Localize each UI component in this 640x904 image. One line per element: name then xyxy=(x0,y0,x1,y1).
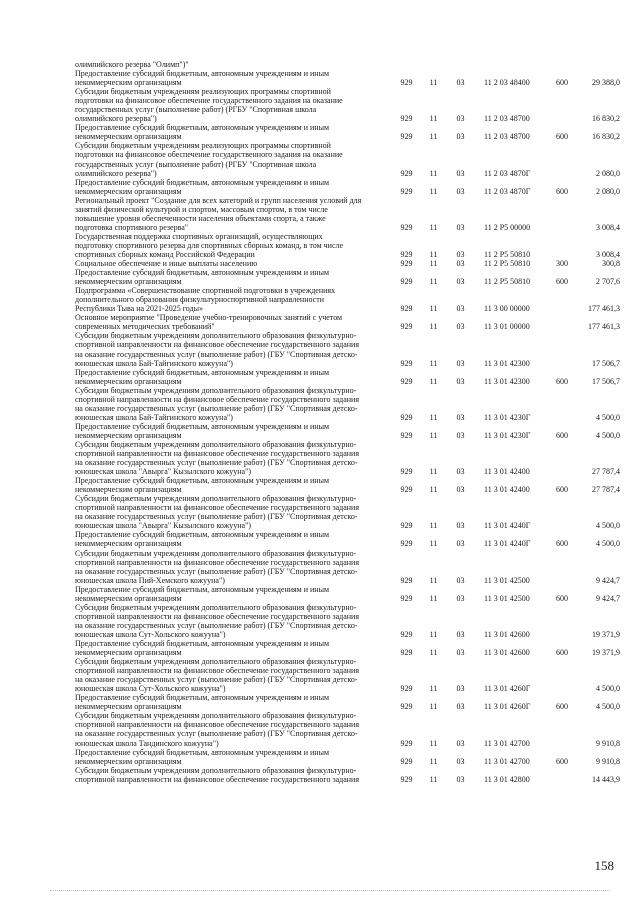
target-article-cell: 11 3 01 42300 xyxy=(484,376,530,386)
amount-cell: 14 443,9 xyxy=(592,774,620,784)
amount-cell: 4 500,0 xyxy=(596,430,620,440)
table-row xyxy=(75,693,620,711)
expense-type-cell: 600 xyxy=(556,593,568,603)
section-code-cell: 11 xyxy=(429,485,438,495)
target-article-cell: 11 3 01 4260Г xyxy=(484,684,531,694)
amount-cell: 27 787,4 xyxy=(592,467,620,477)
description-line: некоммерческим организациям xyxy=(75,78,182,88)
expense-type-cell: 600 xyxy=(556,648,568,658)
description-line: Подпрограмма «Совершенствование спортивной подготовки в учреждениях xyxy=(75,286,336,296)
table-row xyxy=(75,313,620,331)
subsection-code-cell: 03 xyxy=(456,358,465,368)
table-row xyxy=(75,748,620,766)
admin-code-cell: 929 xyxy=(400,249,413,259)
target-article-cell: 11 2 P5 00000 xyxy=(484,222,531,232)
description-line: юношеская школа Бай-Тайгинского кожууна") xyxy=(75,358,233,368)
target-article-cell: 11 2 03 48700 xyxy=(484,114,530,124)
row-description xyxy=(75,603,393,639)
table-row xyxy=(75,711,620,747)
subsection-code-cell: 03 xyxy=(456,593,465,603)
admin-code-cell: 929 xyxy=(400,358,413,368)
description-line: некоммерческим организациям xyxy=(75,702,182,712)
description-line: на оказание государственных услуг (выполнение работ) (ГБУ "Спортивная детско- xyxy=(75,675,358,685)
table-row xyxy=(75,87,620,123)
description-line: на оказание государственных услуг (выполнение работ) (ГБУ "Спортивная детско- xyxy=(75,403,358,413)
amount-cell: 2 080,0 xyxy=(596,186,620,196)
target-article-cell: 11 2 03 48700 xyxy=(484,132,530,142)
subsection-code-cell: 03 xyxy=(456,78,465,88)
expense-type-cell: 600 xyxy=(556,756,568,766)
subsection-code-cell: 03 xyxy=(456,738,465,748)
admin-code-cell: 929 xyxy=(400,648,413,658)
description-line: на оказание государственных услуг (выполнение работ) (ГБУ "Спортивная детско- xyxy=(75,620,358,630)
description-line: некоммерческим организациям xyxy=(75,186,182,196)
description-line: Субсидии бюджетным учреждениям дополнительного образования физкультурно- xyxy=(75,439,357,449)
row-description xyxy=(75,386,393,422)
admin-code-cell: 929 xyxy=(400,467,413,477)
description-line: юношеская школа "Авырга" Кызылского кожууна") xyxy=(75,467,252,477)
table-row xyxy=(75,603,620,639)
description-line: дополнительного образования физкультурноспортивной направленности xyxy=(75,295,325,305)
description-line: на оказание государственных услуг (выполнение работ) (ГБУ "Спортивная детско- xyxy=(75,349,358,359)
section-code-cell: 11 xyxy=(429,774,438,784)
target-article-cell: 11 2 03 4870Г xyxy=(484,168,531,178)
description-line: некоммерческим организациям xyxy=(75,539,182,549)
admin-code-cell: 929 xyxy=(400,259,413,269)
description-line: олимпийского резерва "Олимп")" xyxy=(75,60,189,69)
description-line: спортивной направленности на финансовое обеспечение государственного задания xyxy=(75,720,360,730)
row-description xyxy=(75,476,393,494)
admin-code-cell: 929 xyxy=(400,575,413,585)
table-row xyxy=(75,232,620,259)
table-row xyxy=(75,196,620,232)
section-code-cell: 11 xyxy=(429,358,438,368)
subsection-code-cell: 03 xyxy=(456,539,465,549)
subsection-code-cell: 03 xyxy=(456,756,465,766)
row-description xyxy=(75,313,393,331)
amount-cell: 4 500,0 xyxy=(596,521,620,531)
table-row xyxy=(75,585,620,603)
section-code-cell: 11 xyxy=(429,304,438,314)
amount-cell: 2 080,0 xyxy=(596,168,620,178)
section-code-cell: 11 xyxy=(429,259,438,269)
description-line: юношеская школа Тандинского кожууна") xyxy=(75,738,219,748)
target-article-cell: 11 2 P5 50810 xyxy=(484,259,531,269)
section-code-cell: 11 xyxy=(429,114,438,124)
admin-code-cell: 929 xyxy=(400,412,413,422)
target-article-cell: 11 2 P5 50810 xyxy=(484,249,531,259)
subsection-code-cell: 03 xyxy=(456,186,465,196)
admin-code-cell: 929 xyxy=(400,702,413,712)
target-article-cell: 11 3 01 4230Г xyxy=(484,412,531,422)
amount-cell: 9 910,8 xyxy=(596,738,620,748)
admin-code-cell: 929 xyxy=(400,539,413,549)
amount-cell: 9 424,7 xyxy=(596,593,620,603)
description-line: Субсидии бюджетным учреждениям дополнительного образования физкультурно- xyxy=(75,548,357,558)
section-code-cell: 11 xyxy=(429,412,438,422)
expense-type-cell: 600 xyxy=(556,430,568,440)
description-line: юношеская школа Сут-Хольского кожууна") xyxy=(75,629,226,639)
description-line: Предоставление субсидий бюджетным, автономным учреждениям и иным xyxy=(75,123,330,133)
admin-code-cell: 929 xyxy=(400,114,413,124)
expense-type-cell: 600 xyxy=(556,702,568,712)
amount-cell: 4 500,0 xyxy=(596,412,620,422)
description-line: Государственная поддержка спортивных организаций, осуществляющих xyxy=(75,231,323,241)
admin-code-cell: 929 xyxy=(400,186,413,196)
target-article-cell: 11 3 01 42700 xyxy=(484,756,530,766)
section-code-cell: 11 xyxy=(429,756,438,766)
amount-cell: 9 424,7 xyxy=(596,575,620,585)
row-description xyxy=(75,766,393,784)
description-line: повышение уровня обеспеченности населения объектами спорта, а также xyxy=(75,213,326,223)
row-description xyxy=(75,549,393,585)
description-line: Предоставление субсидий бюджетным, автономным учреждениям и иным xyxy=(75,530,330,540)
table-row xyxy=(75,286,620,313)
table-row xyxy=(75,268,620,286)
subsection-code-cell: 03 xyxy=(456,485,465,495)
amount-cell: 9 910,8 xyxy=(596,756,620,766)
table-row xyxy=(75,368,620,386)
description-line: Субсидии бюджетным учреждениям дополнительного образования физкультурно- xyxy=(75,494,357,504)
amount-cell: 16 830,2 xyxy=(592,132,620,142)
table-row xyxy=(75,259,620,268)
row-description xyxy=(75,368,393,386)
table-row xyxy=(75,178,620,196)
description-line: Субсидии бюджетным учреждениям дополнительного образования физкультурно- xyxy=(75,385,357,395)
amount-cell: 19 371,9 xyxy=(592,648,620,658)
description-line: Основное мероприятие "Проведение учебно-тренировочных занятий с учетом xyxy=(75,313,343,323)
admin-code-cell: 929 xyxy=(400,168,413,178)
row-description xyxy=(75,178,393,196)
target-article-cell: 11 3 01 42500 xyxy=(484,593,530,603)
admin-code-cell: 929 xyxy=(400,774,413,784)
target-article-cell: 11 3 01 42700 xyxy=(484,738,530,748)
description-line: спортивной направленности на финансовое обеспечение государственного задания xyxy=(75,557,360,567)
description-line: Предоставление субсидий бюджетным, автономным учреждениям и иным xyxy=(75,367,330,377)
description-line: подготовку спортивного резерва для спортивных сборных команд, в том числе xyxy=(75,240,344,250)
section-code-cell: 11 xyxy=(429,738,438,748)
description-line: спортивной направленности на финансовое обеспечение государственного задания xyxy=(75,340,360,350)
description-line: Предоставление субсидий бюджетным, автономным учреждениям и иным xyxy=(75,747,330,757)
target-article-cell: 11 3 01 42800 xyxy=(484,774,530,784)
expense-type-cell: 600 xyxy=(556,376,568,386)
row-description xyxy=(75,268,393,286)
section-code-cell: 11 xyxy=(429,186,438,196)
target-article-cell: 11 3 01 42400 xyxy=(484,467,530,477)
table-row xyxy=(75,141,620,177)
amount-cell: 3 008,4 xyxy=(596,249,620,259)
row-description xyxy=(75,141,393,177)
row-description xyxy=(75,494,393,530)
description-line: Предоставление субсидий бюджетным, автономным учреждениям и иным xyxy=(75,177,330,187)
section-code-cell: 11 xyxy=(429,132,438,142)
target-article-cell: 11 3 01 42500 xyxy=(484,575,530,585)
table-row xyxy=(75,331,620,367)
row-description xyxy=(75,748,393,766)
description-line: Региональный проект "Создание для всех категорий и групп населения условий для xyxy=(75,195,362,205)
subsection-code-cell: 03 xyxy=(456,277,465,287)
table-row xyxy=(75,494,620,530)
description-line: некоммерческим организациям xyxy=(75,376,182,386)
subsection-code-cell: 03 xyxy=(456,304,465,314)
row-description xyxy=(75,60,393,69)
target-article-cell: 11 3 01 42600 xyxy=(484,648,530,658)
description-line: Субсидии бюджетным учреждениям реализующих программы спортивной xyxy=(75,141,331,151)
description-line: государственных услуг (выполнение работ) (РГБУ "Спортивная школа xyxy=(75,159,317,169)
description-line: юношеская школа Сут-Хольского кожууна") xyxy=(75,684,226,694)
section-code-cell: 11 xyxy=(429,376,438,386)
target-article-cell: 11 3 01 42300 xyxy=(484,358,530,368)
subsection-code-cell: 03 xyxy=(456,774,465,784)
description-line: Предоставление субсидий бюджетным, автономным учреждениям и иным xyxy=(75,639,330,648)
table-row xyxy=(75,476,620,494)
description-line: на оказание государственных услуг (выполнение работ) (ГБУ "Спортивная детско- xyxy=(75,729,358,739)
table-row xyxy=(75,657,620,693)
description-line: Субсидии бюджетным учреждениям дополнительного образования физкультурно- xyxy=(75,602,357,612)
row-description xyxy=(75,657,393,693)
description-line: некоммерческим организациям xyxy=(75,593,182,603)
amount-cell: 27 787,4 xyxy=(592,485,620,495)
description-line: Предоставление субсидий бюджетным, автономным учреждениям и иным xyxy=(75,476,330,486)
admin-code-cell: 929 xyxy=(400,430,413,440)
row-description xyxy=(75,69,393,87)
row-description xyxy=(75,259,393,268)
table-row xyxy=(75,530,620,548)
subsection-code-cell: 03 xyxy=(456,648,465,658)
row-description xyxy=(75,585,393,603)
description-line: Субсидии бюджетным учреждениям реализующих программы спортивной xyxy=(75,87,331,97)
table-row xyxy=(75,386,620,422)
admin-code-cell: 929 xyxy=(400,222,413,232)
description-line: некоммерческим организациям xyxy=(75,132,182,142)
description-line: занятий физической культурой и спортом, массовым спортом, в том числе xyxy=(75,204,328,214)
description-line: Субсидии бюджетным учреждениям дополнительного образования физкультурно- xyxy=(75,711,357,721)
section-code-cell: 11 xyxy=(429,277,438,287)
section-code-cell: 11 xyxy=(429,168,438,178)
page-number: 158 xyxy=(594,858,614,873)
admin-code-cell: 929 xyxy=(400,78,413,88)
subsection-code-cell: 03 xyxy=(456,322,465,332)
description-line: спортивной направленности на финансовое обеспечение государственного задания xyxy=(75,611,360,621)
description-line: некоммерческим организациям xyxy=(75,430,182,440)
target-article-cell: 11 3 01 4230Г xyxy=(484,430,531,440)
description-line: подготовка спортивного резерва" xyxy=(75,222,189,232)
amount-cell: 300,8 xyxy=(602,259,620,269)
table-row xyxy=(75,422,620,440)
table-row xyxy=(75,549,620,585)
description-line: юношеская школа Бай-Тайгинского кожууна") xyxy=(75,412,233,422)
row-description xyxy=(75,422,393,440)
amount-cell: 177 461,3 xyxy=(588,322,620,332)
amount-cell: 17 506,7 xyxy=(592,376,620,386)
description-line: Предоставление субсидий бюджетным, автономным учреждениям и иным xyxy=(75,69,330,79)
description-line: олимпийского резерва") xyxy=(75,168,157,178)
row-description xyxy=(75,232,393,259)
table-row xyxy=(75,123,620,141)
description-line: спортивной направленности на финансовое обеспечение государственного задания xyxy=(75,503,360,513)
subsection-code-cell: 03 xyxy=(456,702,465,712)
amount-cell: 3 008,4 xyxy=(596,222,620,232)
row-description xyxy=(75,693,393,711)
amount-cell: 4 500,0 xyxy=(596,539,620,549)
section-code-cell: 11 xyxy=(429,539,438,549)
section-code-cell: 11 xyxy=(429,322,438,332)
row-description xyxy=(75,530,393,548)
description-line: Социальное обеспечение и иные выплаты населению xyxy=(75,259,258,269)
subsection-code-cell: 03 xyxy=(456,114,465,124)
section-code-cell: 11 xyxy=(429,249,438,259)
section-code-cell: 11 xyxy=(429,648,438,658)
description-line: некоммерческим организациям xyxy=(75,485,182,495)
admin-code-cell: 929 xyxy=(400,756,413,766)
target-article-cell: 11 2 03 48400 xyxy=(484,78,530,88)
row-description xyxy=(75,123,393,141)
expense-type-cell: 600 xyxy=(556,132,568,142)
admin-code-cell: 929 xyxy=(400,322,413,332)
subsection-code-cell: 03 xyxy=(456,168,465,178)
description-line: некоммерческим организациям xyxy=(75,648,182,658)
section-code-cell: 11 xyxy=(429,629,438,639)
row-description xyxy=(75,87,393,123)
amount-cell: 2 707,6 xyxy=(596,277,620,287)
expense-type-cell: 600 xyxy=(556,186,568,196)
description-line: подготовки на финансовое обеспечение государственного задания на оказание xyxy=(75,96,343,106)
subsection-code-cell: 03 xyxy=(456,259,465,269)
target-article-cell: 11 3 01 4240Г xyxy=(484,539,531,549)
description-line: спортивной направленности на финансовое обеспечение государственного задания xyxy=(75,394,360,404)
description-line: юношеская школа "Авырга" Кызылского кожууна") xyxy=(75,521,252,531)
description-line: на оказание государственных услуг (выполнение работ) (ГБУ "Спортивная детско- xyxy=(75,512,358,522)
section-code-cell: 11 xyxy=(429,521,438,531)
description-line: юношеская школа Пий-Хемского кожууна") xyxy=(75,575,225,585)
subsection-code-cell: 03 xyxy=(456,249,465,259)
subsection-code-cell: 03 xyxy=(456,575,465,585)
amount-cell: 177 461,3 xyxy=(588,304,620,314)
description-line: спортивной направленности на финансовое обеспечение государственного задания xyxy=(75,449,360,459)
subsection-code-cell: 03 xyxy=(456,222,465,232)
target-article-cell: 11 3 01 4260Г xyxy=(484,702,531,712)
target-article-cell: 11 3 01 42400 xyxy=(484,485,530,495)
target-article-cell: 11 3 01 42600 xyxy=(484,629,530,639)
subsection-code-cell: 03 xyxy=(456,467,465,477)
subsection-code-cell: 03 xyxy=(456,132,465,142)
section-code-cell: 11 xyxy=(429,78,438,88)
expense-type-cell: 600 xyxy=(556,485,568,495)
section-code-cell: 11 xyxy=(429,593,438,603)
row-description xyxy=(75,196,393,232)
amount-cell: 29 388,0 xyxy=(592,78,620,88)
amount-cell: 16 830,2 xyxy=(592,114,620,124)
table-row xyxy=(75,766,620,784)
description-line: спортивной направленности на финансовое обеспечение государственного задания xyxy=(75,774,360,784)
subsection-code-cell: 03 xyxy=(456,430,465,440)
section-code-cell: 11 xyxy=(429,575,438,585)
table-row xyxy=(75,60,620,69)
subsection-code-cell: 03 xyxy=(456,376,465,386)
admin-code-cell: 929 xyxy=(400,684,413,694)
description-line: некоммерческим организациям xyxy=(75,277,182,287)
row-description xyxy=(75,286,393,313)
table-row xyxy=(75,639,620,657)
description-line: государственных услуг (выполнение работ) (РГБУ "Спортивная школа xyxy=(75,105,317,115)
amount-cell: 17 506,7 xyxy=(592,358,620,368)
row-description xyxy=(75,440,393,476)
target-article-cell: 11 3 01 4240Г xyxy=(484,521,531,531)
subsection-code-cell: 03 xyxy=(456,412,465,422)
description-line: современных методических требований" xyxy=(75,322,215,332)
admin-code-cell: 929 xyxy=(400,521,413,531)
description-line: Предоставление субсидий бюджетным, автономным учреждениям и иным xyxy=(75,421,330,431)
description-line: спортивных сборных команд Российской Федерации xyxy=(75,249,255,259)
expense-type-cell: 600 xyxy=(556,78,568,88)
description-line: спортивной направленности на финансовое обеспечение государственного задания xyxy=(75,666,360,676)
admin-code-cell: 929 xyxy=(400,485,413,495)
description-line: Субсидии бюджетным учреждениям дополнительного образования физкультурно- xyxy=(75,331,357,341)
description-line: Субсидии бюджетным учреждениям дополнительного образования физкультурно- xyxy=(75,765,357,775)
subsection-code-cell: 03 xyxy=(456,629,465,639)
target-article-cell: 11 3 00 00000 xyxy=(484,304,530,314)
admin-code-cell: 929 xyxy=(400,738,413,748)
section-code-cell: 11 xyxy=(429,702,438,712)
admin-code-cell: 929 xyxy=(400,376,413,386)
expense-type-cell: 300 xyxy=(556,259,568,269)
row-description xyxy=(75,331,393,367)
amount-cell: 19 371,9 xyxy=(592,629,620,639)
table-row xyxy=(75,69,620,87)
target-article-cell: 11 2 03 4870Г xyxy=(484,186,531,196)
expense-type-cell: 600 xyxy=(556,539,568,549)
target-article-cell: 11 2 P5 50810 xyxy=(484,277,531,287)
admin-code-cell: 929 xyxy=(400,132,413,142)
expense-type-cell: 600 xyxy=(556,277,568,287)
target-article-cell: 11 3 01 00000 xyxy=(484,322,530,332)
description-line: Предоставление субсидий бюджетным, автономным учреждениям и иным xyxy=(75,584,330,594)
amount-cell: 4 500,0 xyxy=(596,684,620,694)
page-bottom-edge xyxy=(50,890,610,891)
admin-code-cell: 929 xyxy=(400,304,413,314)
admin-code-cell: 929 xyxy=(400,629,413,639)
budget-table xyxy=(75,60,620,784)
amount-cell: 4 500,0 xyxy=(596,702,620,712)
subsection-code-cell: 03 xyxy=(456,684,465,694)
description-line: Предоставление субсидий бюджетным, автономным учреждениям и иным xyxy=(75,693,330,703)
subsection-code-cell: 03 xyxy=(456,521,465,531)
description-line: Субсидии бюджетным учреждениям дополнительного образования физкультурно- xyxy=(75,657,357,667)
admin-code-cell: 929 xyxy=(400,277,413,287)
description-line: Республики Тыва на 2021-2025 годы» xyxy=(75,304,204,314)
row-description xyxy=(75,639,393,657)
section-code-cell: 11 xyxy=(429,430,438,440)
description-line: подготовки на финансовое обеспечение государственного задания на оказание xyxy=(75,150,343,160)
admin-code-cell: 929 xyxy=(400,593,413,603)
section-code-cell: 11 xyxy=(429,222,438,232)
description-line: некоммерческим организациям xyxy=(75,756,182,766)
description-line: Предоставление субсидий бюджетным, автономным учреждениям и иным xyxy=(75,268,330,278)
table-row xyxy=(75,440,620,476)
section-code-cell: 11 xyxy=(429,684,438,694)
description-line: олимпийского резерва") xyxy=(75,114,157,124)
section-code-cell: 11 xyxy=(429,467,438,477)
description-line: на оказание государственных услуг (выполнение работ) (ГБУ "Спортивная детско- xyxy=(75,458,358,468)
description-line: на оказание государственных услуг (выполнение работ) (ГБУ "Спортивная детско- xyxy=(75,566,358,576)
row-description xyxy=(75,711,393,747)
